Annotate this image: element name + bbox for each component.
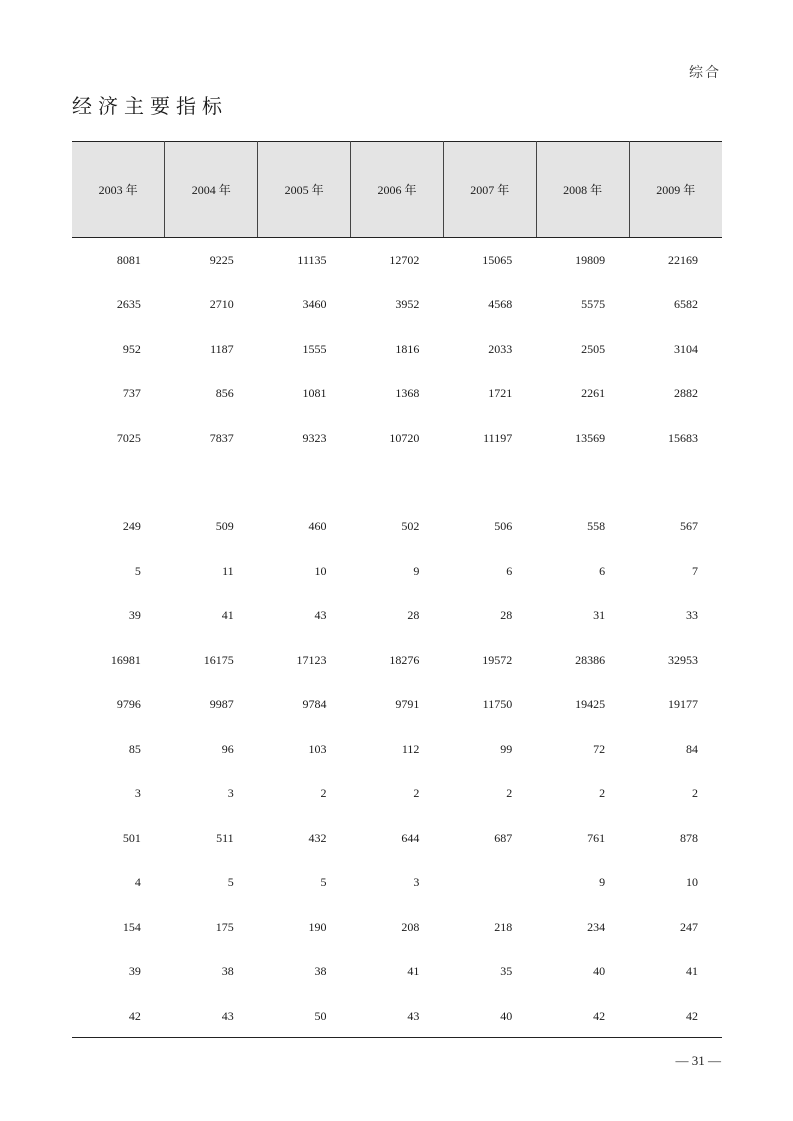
table-cell: 31 <box>593 608 606 623</box>
table-cell: 175 <box>215 919 234 934</box>
table-cell: 2 <box>506 786 513 801</box>
table-cell: 10720 <box>389 430 420 445</box>
table-cell: 9791 <box>395 697 420 712</box>
table-cell: 84 <box>686 741 698 756</box>
table-cell: 511 <box>216 830 234 845</box>
table-row <box>72 950 722 995</box>
table-cell: 3 <box>227 786 234 801</box>
table-cell: 39 <box>128 608 141 623</box>
table-cell: 3460 <box>302 297 327 312</box>
table-cell: 687 <box>494 830 513 845</box>
table-cell: 41 <box>686 964 698 979</box>
table-cell: 218 <box>494 919 513 934</box>
table-cell: 5 <box>134 563 141 578</box>
table-cell: 506 <box>494 519 513 534</box>
table-cell: 28 <box>407 608 420 623</box>
table-cell: 22169 <box>668 252 698 267</box>
table-row <box>72 416 722 461</box>
table-cell: 11750 <box>482 697 513 712</box>
table-row <box>72 594 722 639</box>
table-cell: 40 <box>500 1008 513 1023</box>
table-cell: 28 <box>500 608 513 623</box>
table-cell: 9225 <box>209 252 234 267</box>
table-cell: 644 <box>401 830 420 845</box>
table-cell: 1081 <box>302 386 327 401</box>
table-cell: 247 <box>680 919 698 934</box>
table-cell: 9 <box>599 875 606 890</box>
table-cell: 43 <box>314 608 327 623</box>
table-cell: 38 <box>221 964 234 979</box>
table-cell: 17123 <box>296 652 327 667</box>
page-number: — 31 — <box>675 1053 721 1068</box>
table-cell: 19572 <box>482 652 513 667</box>
table-cell: 7025 <box>116 430 141 445</box>
table-row <box>72 727 722 772</box>
table-row <box>72 683 722 728</box>
table-cell: 2505 <box>581 341 606 356</box>
table-row <box>72 905 722 950</box>
table-cell: 43 <box>221 1008 234 1023</box>
table-cell: 2033 <box>488 341 513 356</box>
table-cell: 99 <box>500 741 513 756</box>
table-cell: 103 <box>308 741 327 756</box>
table-row <box>72 327 722 372</box>
table-cell: 16981 <box>110 652 141 667</box>
column-header: 2007 年 <box>443 142 536 238</box>
column-header: 2003 年 <box>72 142 165 238</box>
table-cell: 2635 <box>116 297 141 312</box>
table-cell: 3952 <box>395 297 420 312</box>
table-cell: 11197 <box>483 430 513 445</box>
table-cell: 234 <box>587 919 606 934</box>
table-cell: 3 <box>134 786 141 801</box>
table-cell: 41 <box>407 964 420 979</box>
table-cell: 761 <box>587 830 606 845</box>
table-cell: 856 <box>215 386 234 401</box>
table-cell: 460 <box>308 519 327 534</box>
table-cell: 2261 <box>581 386 606 401</box>
column-header: 2004 年 <box>165 142 258 238</box>
table-row <box>72 372 722 417</box>
table-cell <box>443 861 536 906</box>
table-cell: 1187 <box>210 341 234 356</box>
table-cell: 4568 <box>488 297 513 312</box>
page-title: 经济主要指标 <box>72 94 228 118</box>
table-cell: 10 <box>314 563 327 578</box>
column-header: 2008 年 <box>536 142 629 238</box>
table-cell: 40 <box>593 964 606 979</box>
table-cell: 9 <box>413 563 420 578</box>
table-cell: 567 <box>680 519 698 534</box>
table-cell: 952 <box>122 341 141 356</box>
table-cell: 1816 <box>395 341 420 356</box>
table-cell: 2 <box>413 786 420 801</box>
table-cell: 3104 <box>674 341 698 356</box>
table-cell: 5 <box>320 875 327 890</box>
table-cell: 96 <box>221 741 234 756</box>
table-cell: 19809 <box>575 252 606 267</box>
table-cell: 502 <box>401 519 420 534</box>
table-cell: 3 <box>413 875 420 890</box>
table-cell: 11135 <box>297 252 327 267</box>
table-cell: 41 <box>221 608 234 623</box>
table-cell: 6582 <box>674 297 698 312</box>
table-cell: 39 <box>128 964 141 979</box>
table-row <box>72 238 722 283</box>
bottom-rule <box>72 1037 722 1038</box>
table-cell: 33 <box>686 608 698 623</box>
section-label: 综合 <box>689 65 721 81</box>
table-row <box>72 549 722 594</box>
table-cell: 154 <box>122 919 141 934</box>
table-cell: 9323 <box>302 430 327 445</box>
table-cell: 190 <box>308 919 327 934</box>
table-cell: 18276 <box>389 652 420 667</box>
table-cell: 5575 <box>581 297 606 312</box>
table-cell: 249 <box>122 519 141 534</box>
table-cell: 9784 <box>302 697 327 712</box>
indicators-table-container <box>72 141 722 1039</box>
spacer-cell <box>72 461 722 505</box>
table-cell: 7837 <box>209 430 234 445</box>
table-cell: 8081 <box>116 252 141 267</box>
table-row <box>72 772 722 817</box>
table-cell: 2 <box>692 786 698 801</box>
indicators-table <box>72 141 722 1039</box>
table-cell: 1368 <box>395 386 420 401</box>
table-cell: 15065 <box>482 252 513 267</box>
table-row <box>72 994 722 1039</box>
table-cell: 558 <box>587 519 606 534</box>
table-cell: 878 <box>680 830 698 845</box>
table-cell: 6 <box>599 563 606 578</box>
table-cell: 7 <box>692 563 698 578</box>
table-cell: 11 <box>222 563 234 578</box>
table-cell: 112 <box>401 741 420 756</box>
table-row <box>72 861 722 906</box>
table-cell: 42 <box>128 1008 141 1023</box>
table-cell: 1555 <box>302 341 327 356</box>
table-cell: 32953 <box>668 652 698 667</box>
table-row <box>72 816 722 861</box>
table-cell: 19425 <box>575 697 606 712</box>
table-header-row <box>72 142 722 238</box>
table-cell: 72 <box>593 741 606 756</box>
table-cell: 2 <box>599 786 606 801</box>
table-cell: 43 <box>407 1008 420 1023</box>
table-row <box>72 505 722 550</box>
table-cell: 19177 <box>668 697 698 712</box>
column-header: 2005 年 <box>258 142 351 238</box>
table-cell: 501 <box>122 830 141 845</box>
table-cell: 9987 <box>209 697 234 712</box>
table-cell: 2710 <box>209 297 234 312</box>
table-cell: 737 <box>122 386 141 401</box>
table-cell: 28386 <box>575 652 606 667</box>
table-cell: 1721 <box>488 386 513 401</box>
table-body <box>72 238 722 1039</box>
table-cell: 9796 <box>116 697 141 712</box>
table-cell: 13569 <box>575 430 606 445</box>
table-cell: 38 <box>314 964 327 979</box>
table-cell: 12702 <box>389 252 420 267</box>
column-header: 2009 年 <box>629 142 722 238</box>
table-cell: 208 <box>401 919 420 934</box>
table-cell: 50 <box>314 1008 327 1023</box>
table-cell: 42 <box>686 1008 698 1023</box>
table-cell: 509 <box>215 519 234 534</box>
table-cell: 15683 <box>668 430 698 445</box>
table-cell: 42 <box>593 1008 606 1023</box>
table-cell: 4 <box>134 875 141 890</box>
table-row <box>72 283 722 328</box>
table-cell: 5 <box>227 875 234 890</box>
table-spacer-row <box>72 461 722 505</box>
table-cell: 432 <box>308 830 327 845</box>
table-cell: 16175 <box>203 652 234 667</box>
table-cell: 35 <box>500 964 513 979</box>
table-cell: 85 <box>128 741 141 756</box>
table-cell: 2882 <box>674 386 698 401</box>
table-cell: 2 <box>320 786 327 801</box>
table-cell: 6 <box>506 563 513 578</box>
table-row <box>72 638 722 683</box>
column-header: 2006 年 <box>351 142 444 238</box>
table-cell: 10 <box>686 875 698 890</box>
